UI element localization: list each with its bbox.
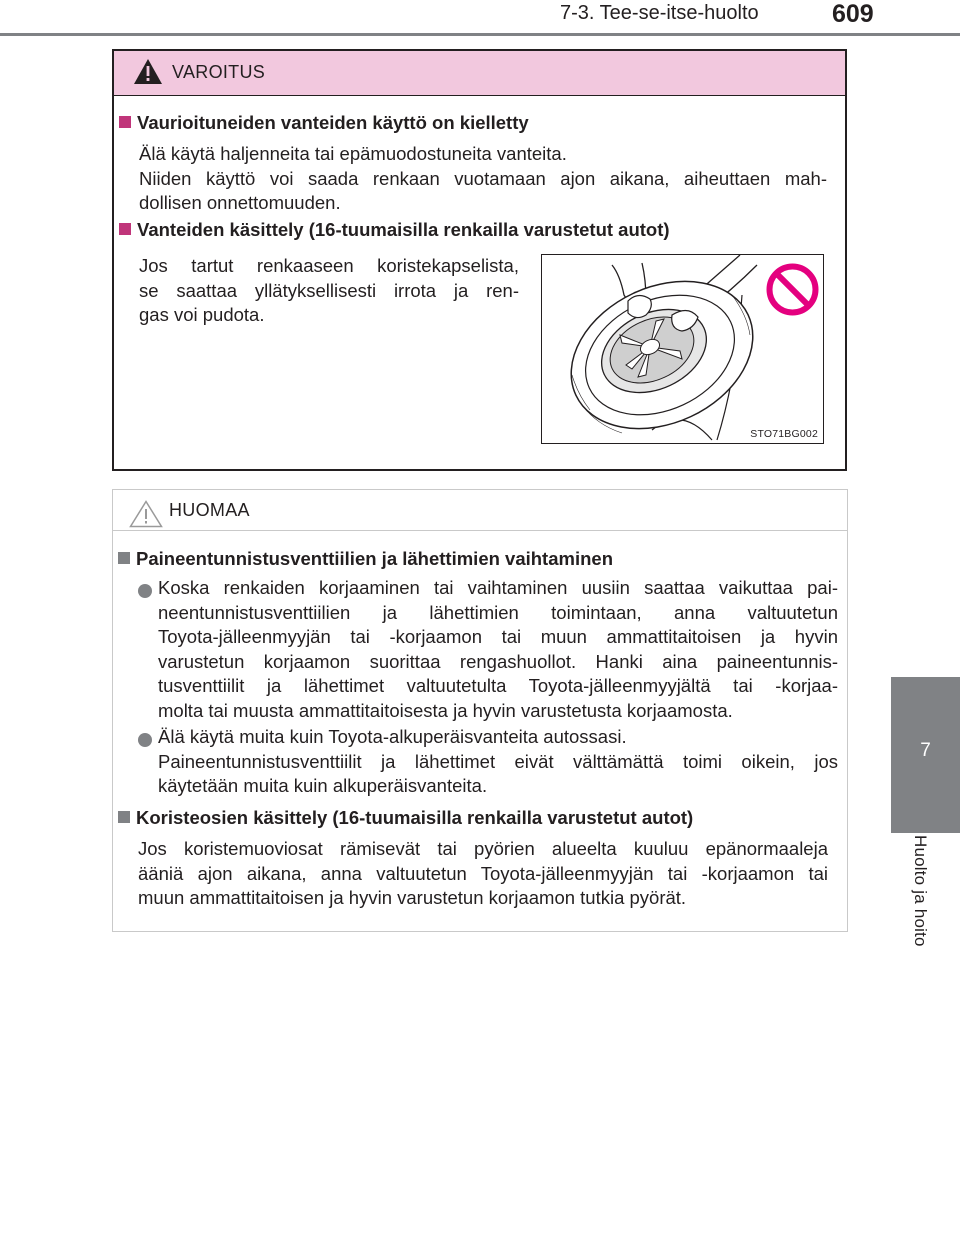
text-line: Toyota-jälleenmyyjän tai -korjaamon tai muun ammattitaitoisen ja hyvin — [158, 626, 838, 647]
heading-text: Koristeosien käsittely (16-tuumaisilla renkailla varustetut autot) — [136, 807, 694, 828]
bullet-dot — [138, 733, 152, 747]
heading-marker — [118, 811, 130, 823]
text-line: Niiden käyttö voi saada renkaan vuotamaan ajon aikana, aiheuttaen mah- — [139, 167, 827, 189]
bullet-dot — [138, 584, 152, 598]
text-line: tusventtiilit ja lähettimet valtuutetulta Toyota-jälleenmyyjältä tai -korjaa- — [158, 675, 838, 696]
heading-text: Paineentunnistusventtiilien ja lähettimien vaihtaminen — [136, 548, 613, 569]
chapter-title: Huolto ja hoito — [911, 835, 930, 947]
text-line: käytetään muita kuin alkuperäisvanteita. — [158, 775, 488, 796]
notice-paragraph-2 — [138, 837, 828, 911]
text-line: neentunnistusventtiilien ja lähettimien toimintaan, anna valtuutetun — [158, 601, 838, 623]
text-line: Jos tartut renkaaseen koristekapselista, — [139, 255, 519, 276]
text-line: se saattaa yllätyksellisesti irrota ja ren- — [139, 279, 519, 301]
heading-marker — [119, 223, 131, 235]
heading-text: Vanteiden käsittely (16-tuumaisilla renkailla varustetut autot) — [137, 219, 670, 240]
notice-box — [112, 489, 848, 932]
text-line: ääniä ajon aikana, anna valtuutetun Toyota-jälleenmyyjän tai -korjaamon tai — [138, 862, 828, 884]
warning-heading-2 — [119, 219, 670, 241]
text-line: Jos koristemuoviosat rämisevät tai pyörien alueelta kuuluu epänormaaleja — [138, 838, 828, 859]
text-line: molta tai muusta ammattitaitoisesta ja hyvin varustetusta korjaamosta. — [158, 699, 733, 721]
text-line: Älä käytä haljenneita tai epämuodostuneita vanteita. — [139, 143, 567, 164]
text-line: muun ammattitaitoisen ja hyvin varustetun korjaamon tutkia pyörät. — [138, 887, 687, 908]
text-line: dollisen onnettomuuden. — [139, 192, 341, 213]
chapter-tab — [891, 677, 960, 833]
prohibition-icon — [765, 262, 820, 317]
chapter-number: 7 — [920, 740, 931, 761]
warning-title: VAROITUS — [172, 62, 266, 82]
illustration-code: STO71BG002 — [750, 428, 818, 440]
heading-marker — [118, 552, 130, 564]
warning-header — [114, 51, 845, 96]
section-title: 7-3. Tee-se-itse-huolto — [560, 2, 759, 24]
text-line: Paineentunnistusventtiilit ja lähettimet eivät välttämättä toimi oikein, jos — [158, 750, 838, 772]
text-line: Koska renkaiden korjaaminen tai vaihtaminen uusiin saattaa vaikuttaa pai- — [158, 577, 838, 598]
notice-bullet-2 — [158, 725, 838, 799]
warning-paragraph-2 — [139, 254, 519, 328]
text-line: Älä käytä muita kuin Toyota-alkuperäisvanteita autossasi. — [158, 726, 627, 747]
notice-heading-1 — [118, 548, 613, 570]
text-line: gas voi pudota. — [139, 304, 265, 325]
tire-illustration — [541, 254, 824, 444]
header-rule — [0, 33, 960, 36]
heading-text: Vaurioituneiden vanteiden käyttö on kielletty — [137, 112, 529, 133]
warning-triangle-icon — [133, 58, 163, 85]
caution-triangle-icon — [129, 500, 163, 528]
heading-marker — [119, 116, 131, 128]
notice-heading-2 — [118, 807, 693, 829]
notice-bullet-1 — [158, 576, 838, 723]
page-number: 609 — [832, 0, 874, 28]
notice-header — [113, 490, 847, 531]
warning-heading-1 — [119, 112, 529, 134]
text-line: varustetun korjaamon suorittaa rengashuollot. Hanki aina paineentunnis- — [158, 650, 838, 672]
notice-title: HUOMAA — [169, 500, 250, 520]
warning-paragraph-1 — [139, 142, 827, 216]
